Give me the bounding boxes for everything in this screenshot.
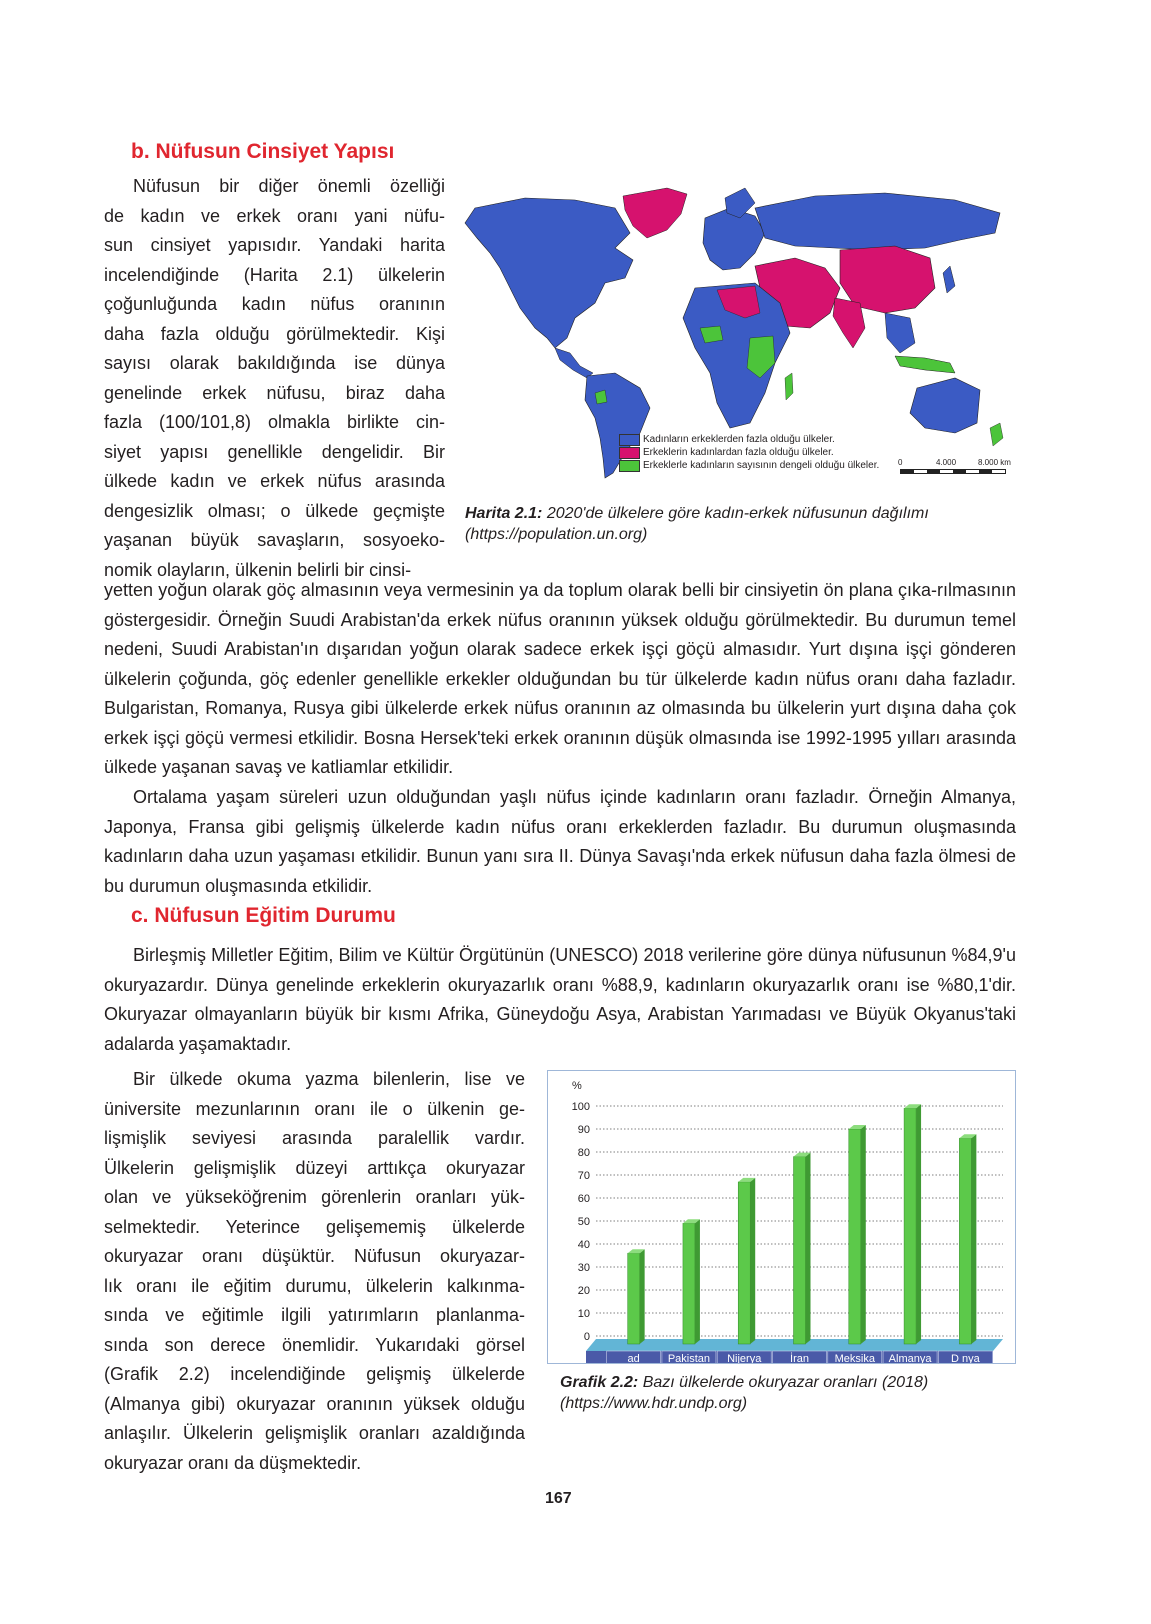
chart-y-tick-label: 40 (577, 1239, 590, 1251)
map-caption-label: Harita 2.1: (465, 505, 543, 522)
chart-category-label: Nijerya (727, 1353, 762, 1363)
text-line: üniversite mezunlarının oranı ile o ülkenin ge- (104, 1098, 525, 1119)
chart-y-tick-label: 20 (577, 1285, 590, 1297)
chart-y-tick-label: 100 (571, 1101, 590, 1113)
chart-y-tick-label: 60 (577, 1193, 590, 1205)
text-line: siyet yapısı genellikle dengelidir. Bir (104, 441, 445, 462)
section-b-body-2 (104, 783, 1016, 901)
chart-y-tick-label: 10 (577, 1308, 590, 1320)
text-line: ülkede kadın ve erkek nüfus arasında (104, 471, 445, 491)
chart-y-label: % (572, 1080, 582, 1092)
text-line: çoğunluğunda kadın nüfus oranının (104, 294, 445, 314)
chart-bar (738, 1182, 750, 1344)
legend-label-balanced: Erkeklerle kadınların sayısının dengeli olduğu ülkeler. (643, 460, 880, 471)
text-line: sında son derece önemlidir. Yukarıdaki görsel (104, 1334, 525, 1355)
map-se-asia (885, 313, 915, 353)
text-line: olan ve yükseköğrenim görenlerin oranları yük- (104, 1187, 525, 1207)
map-australia (910, 378, 980, 433)
section-b-title: b. Nüfusun Cinsiyet Yapısı (131, 140, 395, 163)
map-madagascar (785, 373, 793, 400)
section-c-title: c. Nüfusun Eğitim Durumu (131, 904, 396, 927)
chart-bar (794, 1157, 806, 1344)
literacy-chart-svg (548, 1071, 1015, 1363)
chart-caption-label: Grafik 2.2: (560, 1374, 639, 1391)
legend-swatch-green (619, 460, 640, 472)
map-russia (755, 193, 1000, 250)
chart-bar-side (861, 1125, 866, 1344)
map-caption-source: (https://population.un.org) (465, 526, 648, 543)
chart-bar-side (640, 1249, 645, 1344)
map-japan (943, 266, 955, 293)
legend-item-balanced (619, 459, 879, 472)
text-line: sun cinsiyet yapısıdır. Yandaki harita (104, 235, 445, 255)
map-greenland (623, 188, 687, 238)
text-line: okuryazar oranı düşüktür. Nüfusun okuryazar- (104, 1246, 525, 1266)
chart-caption (560, 1372, 1020, 1414)
map-india (833, 298, 865, 348)
map-central-america (555, 348, 593, 378)
text-line: selmektedir. Yeterince gelişememiş ülkelerde (104, 1216, 525, 1237)
text-line: yaşanan büyük savaşların, sosyoeko- (104, 530, 445, 550)
chart-bar (628, 1253, 640, 1344)
text-line: (Grafik 2.2) incelendiğinde gelişmiş ülkelerde (104, 1364, 525, 1384)
map-caption (465, 503, 1025, 545)
legend-swatch-blue (619, 434, 640, 446)
chart-bar (959, 1138, 971, 1344)
map-indonesia (895, 356, 955, 373)
text-line: Bir ülkede okuma yazma bilenlerin, lise ve (133, 1069, 525, 1089)
map-caption-text: 2020'de ülkelere göre kadın-erkek nüfusunun dağılımı (542, 505, 929, 522)
text-line: (Almanya gibi) okuryazar oranının yüksek olduğu (104, 1393, 525, 1414)
text-line: dengesizlik olması; o ülkede geçmişte (104, 500, 445, 521)
legend-label-men: Erkeklerin kadınlardan fazla olduğu ülkeler. (643, 447, 834, 458)
text-line: nomik olayların, ülkenin belirli bir cinsi- (104, 559, 412, 580)
chart-y-tick-label: 30 (577, 1262, 590, 1274)
chart-bar (904, 1108, 916, 1344)
chart-category-label: Meksika (834, 1353, 875, 1363)
chart-y-tick-label: 0 (583, 1331, 590, 1343)
text-line: de kadın ve erkek oranı yani nüfu- (104, 205, 445, 226)
text-line: genelinde erkek nüfusu, biraz daha (104, 382, 445, 403)
chart-category-label: ad (627, 1353, 640, 1363)
text-line: anlaşılır. Ülkelerin gelişmişlik oranları azaldığında (104, 1423, 525, 1443)
chart-bar-side (750, 1178, 755, 1344)
chart-bar (849, 1129, 861, 1344)
map-europe (703, 208, 765, 270)
section-c-body-2 (104, 1065, 525, 1478)
text-line: daha fazla olduğu görülmektedir. Kişi (104, 323, 445, 344)
chart-y-tick-label: 80 (577, 1147, 590, 1159)
map-legend (619, 433, 879, 472)
legend-swatch-magenta (619, 447, 640, 459)
text-line: sında ve eğitimle ilgili yatırımların planlanma- (104, 1305, 525, 1325)
scale-label-4000: 4.000 (936, 458, 957, 467)
chart-category-label: İran (790, 1353, 809, 1363)
chart-bar-side (916, 1104, 921, 1344)
section-b-paragraph-1-rest: yetten yoğun olarak göç almasının veya vermesinin ya da toplum olarak belli bir cinsiyetin ön plana çıka-rılmasının göstergesidir. Örneğin Suudi Arabistan'da erkek nüfus oranının yüksek olduğu görülmektedir. Bu durumun temel nedeni, Suudi Arabistan'ın dışarıdan yoğun olarak sadece erkek işçi göçü almasıdır. Yurt dışına işçi gönderen ülkelerin çoğunda, göç edenler genellikle erkekler olduğundan bu tür ülkelerde kadın nüfus oranı daha fazladır. Bulgaristan, Romanya, Rusya gibi ülkelerde erkek nüfus oranının az olmasında bu ülkelerin yurt dışına daha çok erkek işçi göçü vermesi etkilidir. Bosna Hersek'teki erkek oranının düşük olmasında ise 1992-1995 yılları arasında ülkede yaşanan savaş ve katliamlar etkilidir. (104, 580, 1016, 777)
chart-caption-text: Bazı ülkelerde okuryazar oranları (2018) (638, 1374, 929, 1391)
chart-category-label: Almanya (888, 1353, 932, 1363)
chart-bar-side (695, 1219, 700, 1344)
text-line: lık oranı ile eğitim durumu, ülkelerin kalkınma- (104, 1275, 525, 1296)
text-line: fazla (100/101,8) olmakla birlikte cin- (104, 412, 445, 432)
map-new-zealand (990, 423, 1003, 446)
map-scale-bar (898, 458, 1016, 478)
chart-bar-side (806, 1153, 811, 1344)
text-line: lişmişlik seviyesi arasında paralellik vardır. (104, 1128, 525, 1148)
scale-bar-graphic (900, 469, 1006, 474)
legend-item-women (619, 433, 879, 446)
section-b-body-1 (104, 576, 1016, 783)
text-line: incelendiğinde (Harita 2.1) ülkelerin (104, 264, 445, 285)
legend-label-women: Kadınların erkeklerden fazla olduğu ülkeler. (643, 434, 835, 445)
text-line: sayısı olarak bakıldığında ise dünya (104, 353, 445, 373)
map-scandinavia (725, 188, 755, 218)
text-line: okuryazar oranı da düşmektedir. (104, 1452, 362, 1473)
chart-category-label: Pakistan (667, 1353, 711, 1363)
chart-y-tick-label: 50 (577, 1216, 590, 1228)
scale-label-8000: 8.000 km (978, 458, 1011, 467)
page-number: 167 (545, 1490, 572, 1507)
section-b-paragraph-2: Ortalama yaşam süreleri uzun olduğundan yaşlı nüfus içinde kadınların oranı fazladır. Örneğin Almanya, Japonya, Fransa gibi gelişmiş ülkelerde kadın nüfus oranı erkeklerden fazladır. Bu durumun oluşmasında kadınların daha uzun yaşaması etkilidir. Bunun yanı sıra II. Dünya Savaşı'nda erkek nüfusun daha fazla ölmesi de bu durumun oluşmasında etkilidir. (104, 787, 1016, 896)
section-c-body-1 (104, 941, 1016, 1059)
chart-y-tick-label: 70 (577, 1170, 590, 1182)
text-line: Ülkelerin gelişmişlik düzeyi arttıkça okuryazar (104, 1157, 525, 1178)
chart-y-tick-label: 90 (577, 1124, 590, 1136)
legend-item-men (619, 446, 879, 459)
literacy-chart (547, 1070, 1016, 1364)
text-line: Nüfusun bir diğer önemli özelliği (133, 176, 445, 196)
chart-bar (683, 1223, 695, 1344)
map-north-america (465, 198, 633, 348)
section-b-intro (104, 172, 445, 585)
section-c-paragraph-1: Birleşmiş Milletler Eğitim, Bilim ve Kültür Örgütünün (UNESCO) 2018 verilerine göre dünya nüfusunun %84,9'u okuryazardır. Dünya genelinde erkeklerin okuryazarlık oranı %88,9, kadınların okuryazarlık oranı ise %80,1'dir. Okuryazar olmayanların büyük bir kısmı Afrika, Güneydoğu Asya, Arabistan Yarımadası ve Büyük Okyanus'taki adalarda yaşamaktadır. (104, 945, 1016, 1054)
chart-caption-source: (https://www.hdr.undp.org) (560, 1395, 748, 1412)
chart-category-label: D nya (950, 1353, 980, 1363)
chart-bar-side (971, 1134, 976, 1344)
scale-label-0: 0 (898, 458, 903, 467)
